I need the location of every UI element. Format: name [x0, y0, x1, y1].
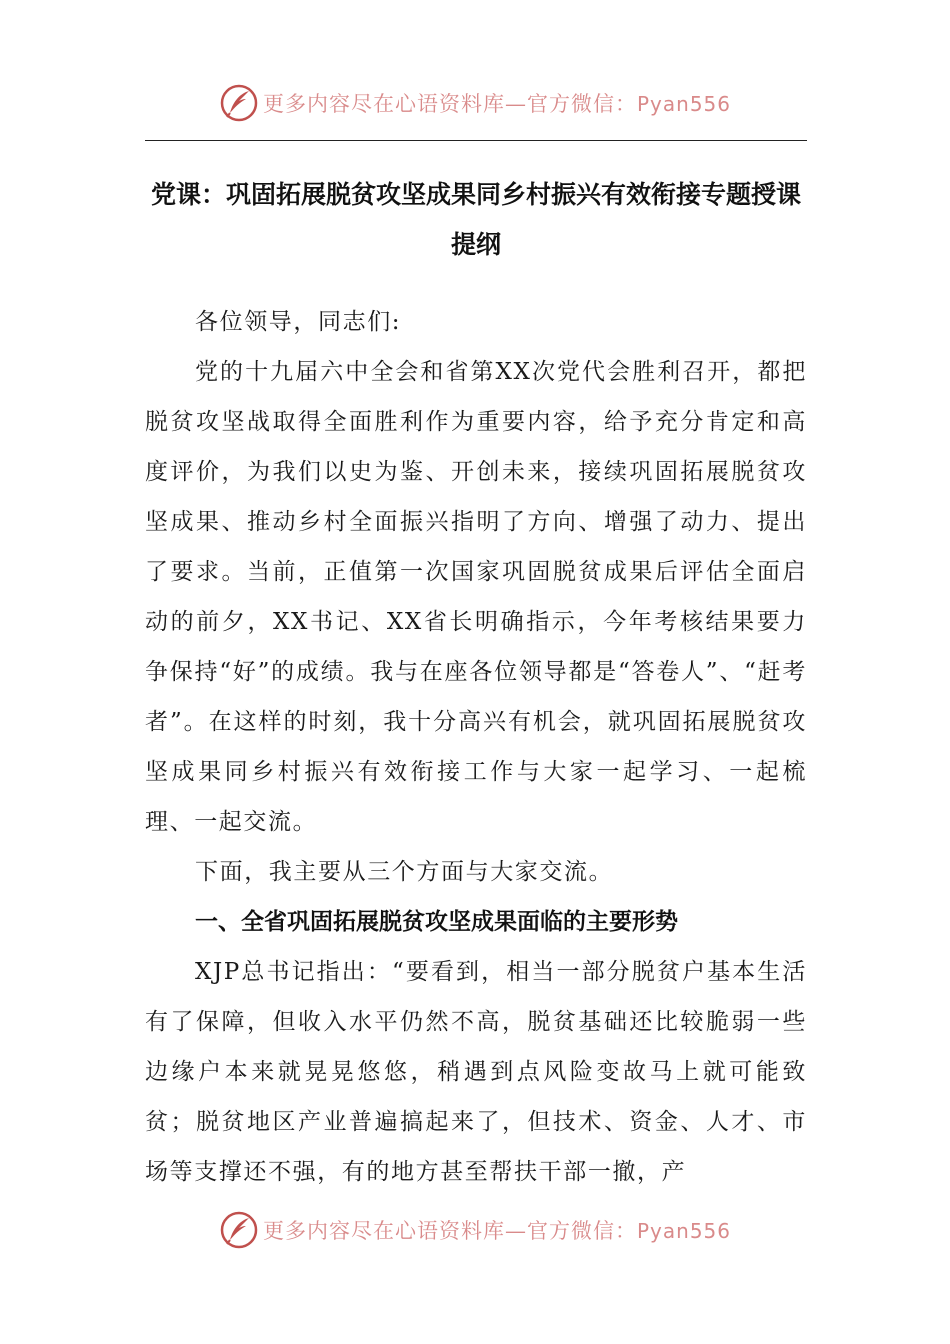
- section-paragraph: XJP总书记指出：“要看到，相当一部分脱贫户基本生活有了保障，但收入水平仍然不高，脱贫基础还比较脆弱一些边缘户本来就晃晃悠悠，稍遇到点风险变故马上就可能致贫；脱贫地区产业普遍搞起来了，但技术、资金、人才、市场等支撑还不强，有的地方甚至帮扶干部一撤，产: [145, 959, 807, 1185]
- feather-quill-icon: [219, 83, 259, 123]
- footer-watermark-banner: [0, 1205, 950, 1255]
- intro-paragraph: 党的十九届六中全会和省第XX次党代会胜利召开，都把脱贫攻坚战取得全面胜利作为重要内容，给予充分肯定和高度评价，为我们以史为鉴、开创未来，接续巩固拓展脱贫攻坚成果、推动乡村全面振兴指明了方向、增强了动力、提出了要求。当前，正值第一次国家巩固脱贫成果后评估全面启动的前夕，XX书记、XX省长明确指示，今年考核结果要力争保持“好”的成绩。我与在座各位领导都是“答卷人”、“赶考者”。在这样的时刻，我十分高兴有机会，就巩固拓展脱贫攻坚成果同乡村振兴有效衔接工作与大家一起学习、一起梳理、一起交流。: [145, 359, 807, 835]
- watermark-text: 更多内容尽在心语资料库—官方微信：Pyan556: [262, 1219, 731, 1243]
- watermark-text: 更多内容尽在心语资料库—官方微信：Pyan556: [262, 92, 731, 116]
- document-title: 党课：巩固拓展脱贫攻坚成果同乡村振兴有效衔接专题授课提纲: [150, 180, 801, 259]
- header-watermark-banner: [0, 78, 950, 128]
- section-heading: 一、全省巩固拓展脱贫攻坚成果面临的主要形势: [195, 909, 678, 935]
- header-divider: [145, 140, 807, 141]
- outline-paragraph: 下面，我主要从三个方面与大家交流。: [195, 859, 614, 885]
- document-body: [145, 297, 807, 1197]
- salutation-paragraph: 各位领导，同志们:: [195, 309, 402, 335]
- feather-quill-icon: [219, 1210, 259, 1250]
